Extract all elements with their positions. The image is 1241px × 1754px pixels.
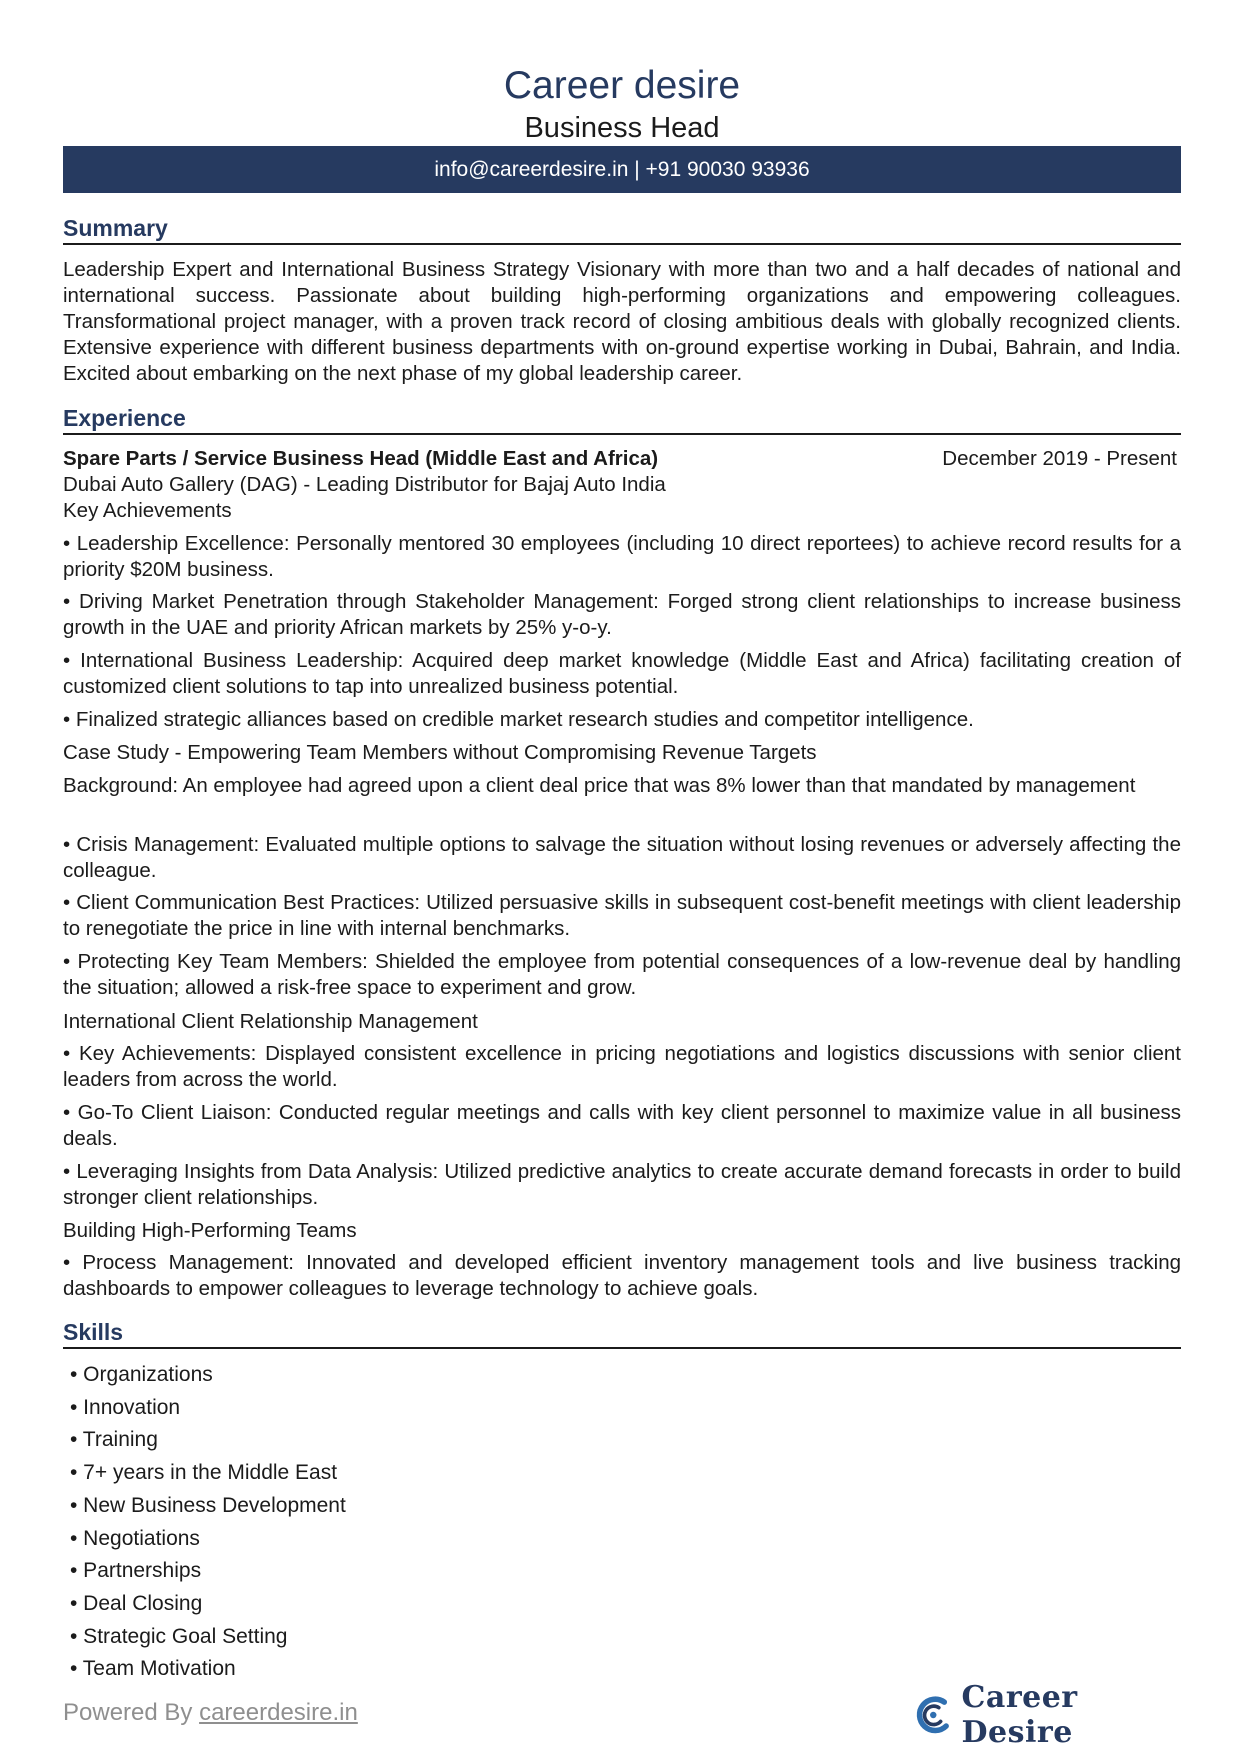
skill-item: • Organizations [70,1363,213,1386]
powered-by [63,1698,358,1728]
skills-list [70,1359,346,1686]
career-desire-logo [913,1680,1181,1750]
powered-by-link[interactable]: careerdesire.in [199,1699,358,1726]
candidate-role: Business Head [524,112,720,144]
job-title: Spare Parts / Service Business Head (Middle East and Africa) [63,447,659,470]
company-name: Dubai Auto Gallery (DAG) - Leading Distributor for Bajaj Auto India [63,473,666,496]
achievement-bullet: • International Business Leadership: Acquired deep market knowledge (Middle East and Africa) facilitating creation of customized client solutions to tap into unrealized business potential. [63,649,1181,698]
skill-item: • Innovation [70,1395,181,1419]
case-study-title: Case Study - Empowering Team Members without Compromising Revenue Targets [63,741,817,764]
skill-item: • New Business Development [70,1493,346,1517]
career-desire-logo-icon [913,1693,954,1737]
skills-heading: Skills [63,1319,1181,1349]
skill-item: • Training [70,1428,158,1452]
skill-item: • Strategic Goal Setting [70,1624,288,1648]
candidate-name: Career desire [503,64,741,107]
achievement-bullet: • Leadership Excellence: Personally mentored 30 employees (including 10 direct reportees) to achieve record results for a priority $20M business. [63,532,1181,581]
summary-heading: Summary [63,215,1181,245]
skill-item: • Team Motivation [70,1657,236,1681]
teams-bullet: • Process Management: Innovated and developed efficient inventory management tools and live business tracking dashboards to empower colleagues to leverage technology to achieve goals. [63,1251,1181,1300]
skill-item: • Negotiations [70,1526,200,1550]
icrm-bullet: • Go-To Client Liaison: Conducted regular meetings and calls with key client personnel to maximize value in all business deals. [63,1101,1181,1150]
key-achievements-label: Key Achievements [63,499,232,522]
achievement-bullet: • Driving Market Penetration through Stakeholder Management: Forged strong client relationships to increase business growth in the UAE and priority African markets by 25% y-o-y. [63,590,1181,639]
contact-bar: info@careerdesire.in | +91 90030 93936 [63,146,1181,193]
skill-item: • Partnerships [70,1559,202,1583]
icrm-title: International Client Relationship Management [63,1010,478,1033]
skill-item: • 7+ years in the Middle East [70,1461,338,1485]
logo-text: Career Desire [961,1680,1078,1750]
case-study-bullet: • Client Communication Best Practices: Utilized persuasive skills in subsequent cost-benefit meetings with client leadership to renegotiate the price in line with internal benchmarks. [63,891,1181,940]
job-date: December 2019 - Present [942,447,1177,470]
achievement-bullet: • Finalized strategic alliances based on credible market research studies and competitor intelligence. [63,708,974,731]
icrm-bullet: • Leveraging Insights from Data Analysis: Utilized predictive analytics to create accurate demand forecasts in order to build stronger client relationships. [63,1160,1181,1209]
summary-text: Leadership Expert and International Business Strategy Visionary with more than two and a half decades of national and international success. Passionate about building high-performing organizations and empowering colleagues. Transformational project manager, with a proven track record of closing ambitious deals with globally recognized clients. Extensive experience with different business departments with on-ground expertise working in Dubai, Bahrain, and India. Excited about embarking on the next phase of my global leadership career. [63,258,1181,385]
experience-heading: Experience [63,405,1181,435]
case-study-background: Background: An employee had agreed upon a client deal price that was 8% lower than that mandated by management [63,774,1136,797]
icrm-bullet: • Key Achievements: Displayed consistent excellence in pricing negotiations and logistics discussions with senior client leaders from across the world. [63,1042,1181,1091]
case-study-bullet: • Crisis Management: Evaluated multiple options to salvage the situation without losing revenues or adversely affecting the colleague. [63,833,1181,882]
powered-by-label: Powered By [63,1699,200,1726]
case-study-bullet: • Protecting Key Team Members: Shielded the employee from potential consequences of a low-revenue deal by handling the situation; allowed a risk-free space to experiment and grow. [63,950,1181,999]
skill-item: • Deal Closing [70,1591,203,1615]
teams-title: Building High-Performing Teams [63,1219,357,1242]
